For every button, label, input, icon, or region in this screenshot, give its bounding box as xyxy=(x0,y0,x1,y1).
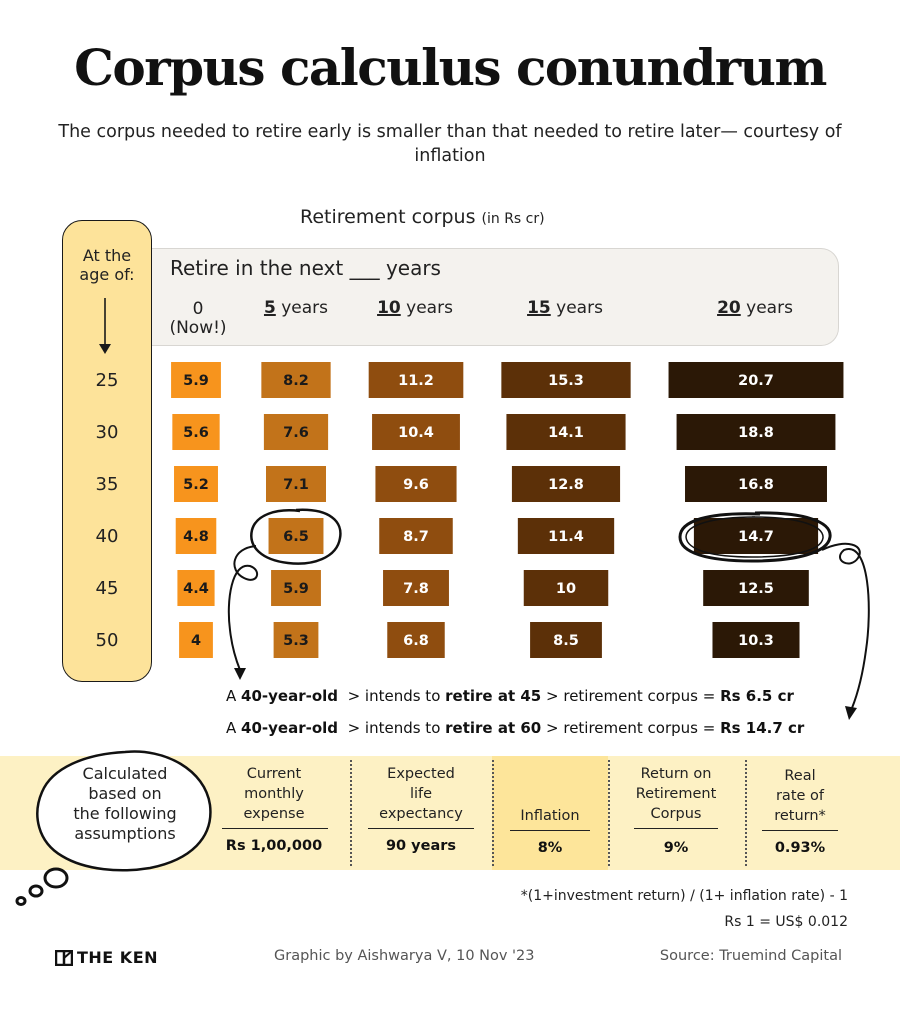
corpus-value-label: 6.8 xyxy=(403,633,429,649)
example-1-retire: retire at 45 xyxy=(445,687,542,705)
assumption-real-rate-label-2: rate of xyxy=(775,788,825,804)
arrow-head-1 xyxy=(234,668,246,680)
age-25: 25 xyxy=(95,370,119,391)
corpus-value-label: 11.2 xyxy=(398,373,434,389)
corpus-value-label: 15.3 xyxy=(548,373,584,389)
assumption-expense-label-1: Current xyxy=(246,766,302,782)
assumption-real-rate-value: 0.93% xyxy=(774,840,826,856)
retire-label: Retire in the next ___ years xyxy=(170,256,441,280)
corpus-value-label: 8.5 xyxy=(553,633,579,649)
col-header-0-suffix: (Now!) xyxy=(169,318,227,338)
corpus-value-label: 14.1 xyxy=(548,425,584,441)
corpus-value-label: 16.8 xyxy=(738,477,774,493)
example-2-mid: > intends to xyxy=(347,719,441,737)
assumption-inflation-label xyxy=(494,806,606,826)
assumption-return-label xyxy=(614,764,738,824)
arrow-to-example-2 xyxy=(822,544,869,708)
assumption-real-rate-label-1: Real xyxy=(784,768,816,784)
age-40: 40 xyxy=(95,526,119,547)
corpus-heading-text: Retirement corpus xyxy=(300,206,476,228)
corpus-value-label: 4 xyxy=(190,633,202,649)
assumption-expense-value: Rs 1,00,000 xyxy=(225,838,323,854)
example-1-age: 40-year-old xyxy=(241,687,339,705)
assumptions-intro xyxy=(60,764,190,844)
arrow-to-example-1 xyxy=(229,546,257,670)
col-header-5-suffix: years xyxy=(281,298,329,318)
col-header-10-suffix: years xyxy=(406,298,453,318)
assumption-inflation-value: 8% xyxy=(537,840,563,856)
assumption-expense-label-3: expense xyxy=(243,806,305,822)
logo-text: THE KEN xyxy=(77,948,159,967)
age-45: 45 xyxy=(95,578,119,599)
corpus-bars xyxy=(171,362,843,658)
age-30: 30 xyxy=(95,422,119,443)
assumption-real-rate-label xyxy=(752,766,848,826)
col-header-15-suffix: years xyxy=(556,298,603,318)
assumption-expense-label-2: monthly xyxy=(244,786,304,802)
corpus-value-label: 7.1 xyxy=(283,477,309,493)
assumption-return-value: 9% xyxy=(663,840,689,856)
example-1-value: Rs 6.5 cr xyxy=(720,687,794,705)
col-header-0-num: 0 xyxy=(192,299,204,319)
corpus-value-label: 20.7 xyxy=(738,373,774,389)
example-line-2 xyxy=(226,719,804,737)
subtitle: The corpus needed to retire early is smaller than that needed to retire later— courtesy of inflation xyxy=(58,122,842,166)
col-header-15-num: 15 xyxy=(527,298,551,318)
assumption-return-label-1: Return on xyxy=(640,766,712,782)
assumption-return-label-2: Retirement xyxy=(635,786,717,802)
corpus-value-label: 12.8 xyxy=(548,477,584,493)
assumption-divider xyxy=(762,830,838,831)
corpus-value-label: 8.7 xyxy=(403,529,429,545)
corpus-value-label: 10.3 xyxy=(738,633,774,649)
corpus-value-label: 14.7 xyxy=(738,529,774,545)
example-2-value: Rs 14.7 cr xyxy=(720,719,805,737)
corpus-value-label: 7.6 xyxy=(283,425,309,441)
corpus-value-label: 5.2 xyxy=(183,477,209,493)
assumptions-intro-line1: Calculated xyxy=(82,764,168,783)
fx-note: Rs 1 = US$ 0.012 xyxy=(724,914,848,930)
assumption-divider xyxy=(634,828,718,829)
ken-logo-icon xyxy=(55,950,73,966)
corpus-value-label: 6.5 xyxy=(283,529,309,545)
assumption-life-label xyxy=(360,764,482,824)
corpus-value-label: 4.4 xyxy=(183,581,209,597)
example-1-rest: > retirement corpus = xyxy=(546,687,716,705)
page-title: Corpus calculus conundrum xyxy=(74,38,826,97)
assumptions-intro-line4: assumptions xyxy=(74,824,176,843)
example-2-a: A xyxy=(226,719,237,737)
assumption-life-label-3: expectancy xyxy=(379,806,463,822)
col-header-10-num: 10 xyxy=(377,298,401,318)
corpus-value-label: 5.3 xyxy=(283,633,309,649)
assumption-return-label-3: Corpus xyxy=(650,806,702,822)
age-label-line1: At the xyxy=(82,246,132,265)
assumption-separator xyxy=(745,760,747,866)
corpus-value-label: 10.4 xyxy=(398,425,434,441)
corpus-value-label: 18.8 xyxy=(738,425,774,441)
example-1-a: A xyxy=(226,687,237,705)
assumption-divider xyxy=(222,828,328,829)
age-35: 35 xyxy=(95,474,119,495)
source: Source: Truemind Capital xyxy=(659,948,842,964)
assumption-divider xyxy=(510,830,590,831)
corpus-unit: (in Rs cr) xyxy=(481,211,545,227)
example-2-retire: retire at 60 xyxy=(445,719,542,737)
age-50: 50 xyxy=(95,630,119,651)
assumption-divider xyxy=(368,828,474,829)
corpus-value-label: 5.9 xyxy=(183,373,209,389)
corpus-value-label: 5.9 xyxy=(283,581,309,597)
example-2-rest: > retirement corpus = xyxy=(546,719,716,737)
the-ken-logo xyxy=(55,948,158,967)
credit: Graphic by Aishwarya V, 10 Nov '23 xyxy=(274,948,535,964)
corpus-value-label: 8.2 xyxy=(283,373,309,389)
col-header-5-num: 5 xyxy=(263,298,276,318)
corpus-value-label: 7.8 xyxy=(403,581,429,597)
assumption-separator xyxy=(608,760,610,866)
corpus-value-label: 12.5 xyxy=(738,581,774,597)
assumption-inflation-label-1: Inflation xyxy=(520,808,580,824)
example-1-mid: > intends to xyxy=(347,687,441,705)
assumption-life-label-2: life xyxy=(409,786,433,802)
footnote: *(1+investment return) / (1+ inflation rate) - 1 xyxy=(520,888,848,904)
arrow-head-2 xyxy=(845,706,857,720)
age-label-line2: age of: xyxy=(79,265,135,284)
col-header-20-num: 20 xyxy=(717,298,741,318)
corpus-value-label: 9.6 xyxy=(403,477,429,493)
corpus-value-label: 11.4 xyxy=(548,529,584,545)
col-header-20-suffix: years xyxy=(746,298,793,318)
corpus-value-label: 5.6 xyxy=(183,425,209,441)
assumption-expense-label xyxy=(214,764,334,824)
assumption-life-label-1: Expected xyxy=(387,766,455,782)
corpus-value-label: 10 xyxy=(555,581,577,597)
assumption-real-rate-label-3: return* xyxy=(774,808,826,824)
assumptions-intro-line3: the following xyxy=(73,804,177,823)
example-2-age: 40-year-old xyxy=(241,719,339,737)
assumption-life-value: 90 years xyxy=(385,838,457,854)
example-line-1 xyxy=(226,687,794,705)
assumption-separator xyxy=(350,760,352,866)
assumptions-intro-line2: based on xyxy=(88,784,162,803)
corpus-value-label: 4.8 xyxy=(183,529,209,545)
